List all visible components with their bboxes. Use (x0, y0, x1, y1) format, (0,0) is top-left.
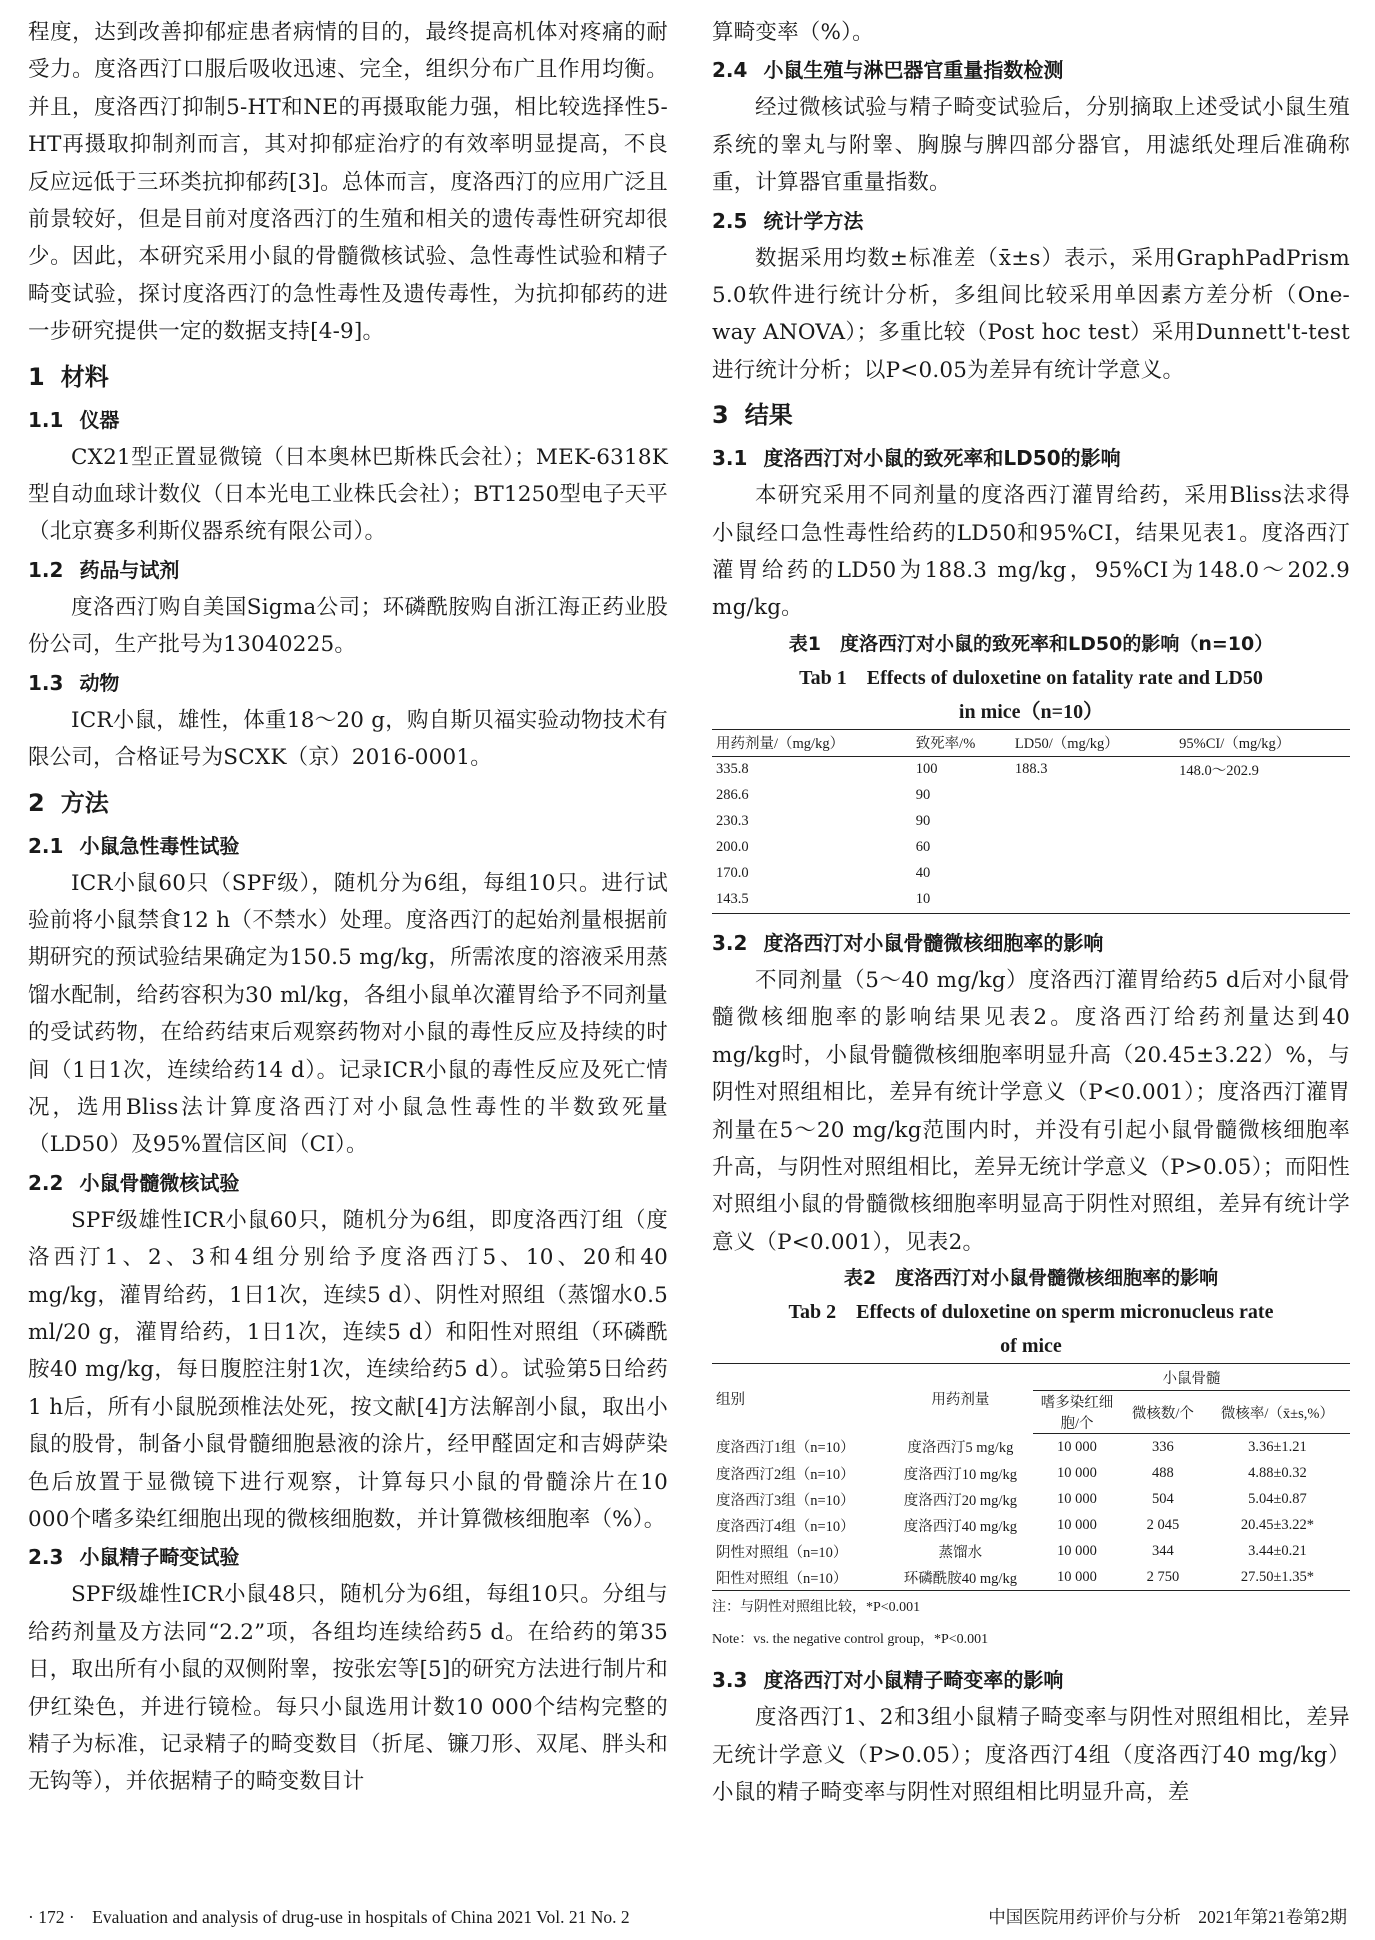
section-3-2-heading: 3.2 度洛西汀对小鼠骨髓微核细胞率的影响 (712, 930, 1104, 955)
table-cell: 环磷酰胺40 mg/kg (888, 1564, 1033, 1591)
reagents-paragraph: 度洛西汀购自美国Sigma公司；环磷酰胺购自浙江海正药业股份公司，生产批号为13040225。 (28, 594, 668, 658)
sperm-result-paragraph: 度洛西汀1、2和3组小鼠精子畸变率与阴性对照组相比，差异无统计学意义（P>0.05）；度洛西汀4组（度洛西汀40 mg/kg）小鼠的精子畸变率与阴性对照组相比明显升高，差 (712, 1705, 1350, 1805)
table-cell: 10 000 (1057, 1542, 1097, 1559)
table-cell: 200.0 (716, 839, 749, 856)
table-cell: 336 (1152, 1438, 1174, 1455)
table-1 (712, 729, 1350, 914)
footer-journal-cn: 中国医院用药评价与分析 2021年第21卷第2期 (988, 1907, 1347, 1927)
table-1-caption-en-line1: Tab 1 Effects of duloxetine on fatality rate and LD50 (799, 666, 1263, 689)
table-cell: 度洛西汀10 mg/kg (903, 1466, 1017, 1483)
section-1-1-heading: 1.1 仪器 (28, 407, 120, 432)
table-cell: 335.8 (716, 761, 749, 778)
table-cell: 4.88±0.32 (1248, 1464, 1307, 1481)
table-row (712, 835, 1350, 861)
table-cell: 度洛西汀4组（n=10） (716, 1518, 855, 1535)
table-cell: 蒸馏水 (938, 1544, 983, 1561)
table-row (712, 887, 1350, 914)
table-cell: 60 (915, 839, 931, 856)
table-cell: 10 000 (1057, 1516, 1097, 1533)
table-cell: 27.50±1.35* (1205, 1564, 1350, 1591)
table-header-cell: 组别 (712, 1364, 888, 1434)
table-group-header: 小鼠骨髓 (1033, 1364, 1350, 1391)
table-cell: 90 (915, 787, 931, 804)
table-cell: 10 (912, 887, 1011, 914)
table-cell: 100 (915, 761, 938, 778)
left-column (28, 14, 668, 1801)
continued-paragraph: 算畸变率（%）。 (712, 20, 874, 45)
table-row (712, 1460, 1350, 1486)
table-cell (1011, 809, 1175, 835)
table-row (712, 1512, 1350, 1538)
table-cell: 度洛西汀3组（n=10） (716, 1492, 855, 1509)
section-1-heading: 1 材料 (28, 362, 109, 391)
table-1-caption-en-line2: in mice（n=10） (958, 700, 1104, 723)
table-row (712, 756, 1350, 783)
acute-toxicity-paragraph: ICR小鼠60只（SPF级），随机分为6组，每组10只。进行试验前将小鼠禁食12 h（不禁水）处理。度洛西汀的起始剂量根据前期研究的预试验结果确定为150.5 mg/kg，所需浓度的溶液采用蒸馏水配制，给药容积为30 ml/kg，各组小鼠单次灌胃给予不同剂量的受试药物，在给药结束后观察药物对小鼠的毒性反应及持续的时间（1日1次，连续给药14 d）。记录ICR小鼠的毒性反应及死亡情况，选用Bliss法计算度洛西汀对小鼠急性毒性的半数致死量（LD50）及95%置信区间（CI）。 (28, 870, 668, 1158)
table-cell: 188.3 (1014, 761, 1048, 778)
section-2-heading: 2 方法 (28, 788, 109, 817)
table-cell: 230.3 (716, 813, 749, 830)
table-cell: 3.36±1.21 (1248, 1438, 1307, 1455)
micronucleus-paragraph: SPF级雄性ICR小鼠60只，随机分为6组，即度洛西汀组（度洛西汀1、2、3和4组分别给予度洛西汀5、10、20和40 mg/kg，灌胃给药，1日1次，连续5 d）、阴性对照组（蒸馏水0.5 ml/20 g，灌胃给药，1日1次，连续5 d）和阳性对照组（环磷酰胺40 mg/kg，每日腹腔注射1次，连续给药5 d）。试验第5日给药1 h后，所有小鼠脱颈椎法处死，按文献[4]方法解剖小鼠，取出小鼠的股骨，制备小鼠骨髓细胞悬液的涂片，经甲醛固定和吉姆萨染色后放置于显微镜下进行观察，计算每只小鼠的骨髓涂片在10 000个嗜多染红细胞出现的微核细胞数，并计算微核细胞率（%）。 (28, 1207, 668, 1532)
table-row (712, 861, 1350, 887)
table-cell: 143.5 (712, 887, 912, 914)
section-2-1-heading: 2.1 小鼠急性毒性试验 (28, 833, 240, 858)
section-2-4-heading: 2.4 小鼠生殖与淋巴器官重量指数检测 (712, 58, 1064, 83)
table-header-cell: 致死率/% (912, 729, 1011, 756)
intro-paragraph: 程度，达到改善抑郁症患者病情的目的，最终提高机体对疼痛的耐受力。度洛西汀口服后吸收迅速、完全，组织分布广且作用均衡。并且，度洛西汀抑制5-HT和NE的再摄取能力强，相比较选择性5-HT再摄取抑制剂而言，其对抑郁症治疗的有效率明显提高，不良反应远低于三环类抗抑郁药[3]。总体而言，度洛西汀的应用广泛且前景较好，但是目前对度洛西汀的生殖和相关的遗传毒性研究却很少。因此，本研究采用小鼠的骨髓微核试验、急性毒性试验和精子畸变试验，探讨度洛西汀的急性毒性及遗传毒性，为抗抑郁药的进一步研究提供一定的数据支持[4-9]。 (28, 20, 668, 345)
table-cell (1175, 887, 1350, 914)
table-header-cell: 用药剂量/（mg/kg） (712, 729, 912, 756)
table-2-header-row-top (712, 1364, 1350, 1391)
table-2-caption-cn: 表2 度洛西汀对小鼠骨髓微核细胞率的影响 (843, 1267, 1219, 1290)
table-cell: 2 045 (1146, 1516, 1180, 1533)
table-cell: 2 750 (1121, 1564, 1205, 1591)
table-1-header-row (712, 729, 1350, 756)
table-cell: 度洛西汀2组（n=10） (716, 1466, 855, 1483)
table-row (712, 809, 1350, 835)
table-row (712, 1434, 1350, 1461)
table-2-note-en: Note：vs. the negative control group，*P<0.001 (712, 1632, 989, 1648)
table-cell: 90 (915, 813, 931, 830)
table-cell: 170.0 (716, 865, 749, 882)
table-cell: 148.0～202.9 (1179, 763, 1259, 780)
table-cell: 10 000 (1057, 1490, 1097, 1507)
table-cell (1175, 861, 1350, 887)
ld50-paragraph: 本研究采用不同剂量的度洛西汀灌胃给药，采用Bliss法求得小鼠经口急性毒性给药的LD50和95%CI，结果见表1。度洛西汀灌胃给药的LD50为188.3 mg/kg，95%CI为148.0～202.9 mg/kg。 (712, 483, 1350, 621)
table-header-cell: LD50/（mg/kg） (1011, 729, 1175, 756)
section-2-5-heading: 2.5 统计学方法 (712, 208, 864, 233)
table-row (712, 1538, 1350, 1564)
table-row (712, 1486, 1350, 1512)
table-cell: 286.6 (716, 787, 749, 804)
sperm-paragraph: SPF级雄性ICR小鼠48只，随机分为6组，每组10只。分组与给药剂量及方法同“2.2”项，各组均连续给药5 d。在给药的第35日，取出所有小鼠的双侧附睾，按张宏等[5]的研究方法进行制片和伊红染色，并进行镜检。每只小鼠选用计数10 000个结构完整的精子为标准，记录精子的畸变数目（折尾、镰刀形、双尾、胖头和无钩等），并依据精子的畸变数目计 (28, 1582, 668, 1795)
table-cell (1011, 887, 1175, 914)
table-cell: 度洛西汀40 mg/kg (903, 1518, 1017, 1535)
right-column (712, 14, 1350, 1811)
table-cell (1175, 809, 1350, 835)
table-cell (1011, 783, 1175, 809)
table-cell: 10 000 (1057, 1438, 1097, 1455)
table-cell: 10 000 (1057, 1464, 1097, 1481)
table-2 (712, 1363, 1350, 1591)
instruments-paragraph: CX21型正置显微镜（日本奥林巴斯株氏会社）；MEK-6318K型自动血球计数仪（日本光电工业株氏会社）；BT1250型电子天平（北京赛多利斯仪器系统有限公司）。 (28, 444, 668, 545)
table-header-cell: 嗜多染红细胞/个 (1033, 1391, 1121, 1434)
table-row (712, 1564, 1350, 1591)
table-cell: 504 (1152, 1490, 1174, 1507)
table-cell: 度洛西汀1组（n=10） (716, 1440, 855, 1457)
table-cell: 3.44±0.21 (1248, 1542, 1307, 1559)
table-row (712, 783, 1350, 809)
table-cell (1011, 835, 1175, 861)
table-1-caption-cn: 表1 度洛西汀对小鼠的致死率和LD50的影响（n=10） (788, 632, 1274, 655)
section-3-1-heading: 3.1 度洛西汀对小鼠的致死率和LD50的影响 (712, 446, 1121, 471)
statistics-paragraph: 数据采用均数±标准差（x̄±s）表示，采用GraphPadPrism 5.0软件进行统计分析，多组间比较采用单因素方差分析（One-way ANOVA）；多重比较（Post hoc test）采用Dunnett't-test进行统计分析；以P<0.05为差异有统计学意义。 (712, 245, 1350, 383)
micronucleus-result-paragraph: 不同剂量（5～40 mg/kg）度洛西汀灌胃给药5 d后对小鼠骨髓微核细胞率的影响结果见表2。度洛西汀给药剂量达到40 mg/kg时，小鼠骨髓微核细胞率明显升高（20.45±3.22）%，与阴性对照组相比，差异有统计学意义（P<0.001）；度洛西汀灌胃剂量在5～20 mg/kg范围内时，并没有引起小鼠骨髓微核细胞率升高，与阴性对照组相比，差异无统计学意义（P>0.05）；而阳性对照组小鼠的骨髓微核细胞率明显高于阴性对照组，差异有统计学意义（P<0.001），见表2。 (712, 967, 1350, 1255)
table-cell: 度洛西汀20 mg/kg (903, 1492, 1017, 1509)
section-2-2-heading: 2.2 小鼠骨髓微核试验 (28, 1170, 240, 1195)
table-cell: 344 (1152, 1542, 1174, 1559)
table-cell (1175, 783, 1350, 809)
table-2-note-cn: 注：与阴性对照组比较，*P<0.001 (712, 1600, 921, 1616)
table-2-caption-en-line2: of mice (1000, 1335, 1062, 1358)
table-cell (1175, 835, 1350, 861)
table-cell (1011, 861, 1175, 887)
table-header-cell: 微核数/个 (1121, 1391, 1205, 1434)
table-cell: 10 000 (1033, 1564, 1121, 1591)
section-2-3-heading: 2.3 小鼠精子畸变试验 (28, 1545, 240, 1570)
table-2-caption-en-line1: Tab 2 Effects of duloxetine on sperm micronucleus rate (788, 1301, 1274, 1324)
section-3-3-heading: 3.3 度洛西汀对小鼠精子畸变率的影响 (712, 1668, 1064, 1693)
table-header-cell: 95%CI/（mg/kg） (1175, 729, 1350, 756)
organ-index-paragraph: 经过微核试验与精子畸变试验后，分别摘取上述受试小鼠生殖系统的睾丸与附睾、胸腺与脾四部分器官，用滤纸处理后准确称重，计算器官重量指数。 (712, 95, 1350, 196)
table-header-cell: 微核率/（x̄±s,%） (1205, 1391, 1350, 1434)
section-3-heading: 3 结果 (712, 401, 793, 430)
table-cell: 20.45±3.22* (1240, 1516, 1315, 1533)
table-cell: 5.04±0.87 (1248, 1490, 1307, 1507)
table-header-cell: 用药剂量 (888, 1364, 1033, 1434)
table-cell: 阴性对照组（n=10） (716, 1544, 848, 1561)
table-cell: 度洛西汀5 mg/kg (907, 1440, 1014, 1457)
section-1-2-heading: 1.2 药品与试剂 (28, 557, 180, 582)
table-cell: 40 (915, 865, 931, 882)
section-1-3-heading: 1.3 动物 (28, 670, 120, 695)
footer-journal-en: · 172 · Evaluation and analysis of drug-use in hospitals of China 2021 Vol. 21 No. 2 (28, 1907, 630, 1927)
table-cell: 488 (1152, 1464, 1174, 1481)
table-cell: 阳性对照组（n=10） (712, 1564, 888, 1591)
animals-paragraph: ICR小鼠，雄性，体重18～20 g，购自斯贝福实验动物技术有限公司，合格证号为SCXK（京）2016-0001。 (28, 707, 668, 771)
